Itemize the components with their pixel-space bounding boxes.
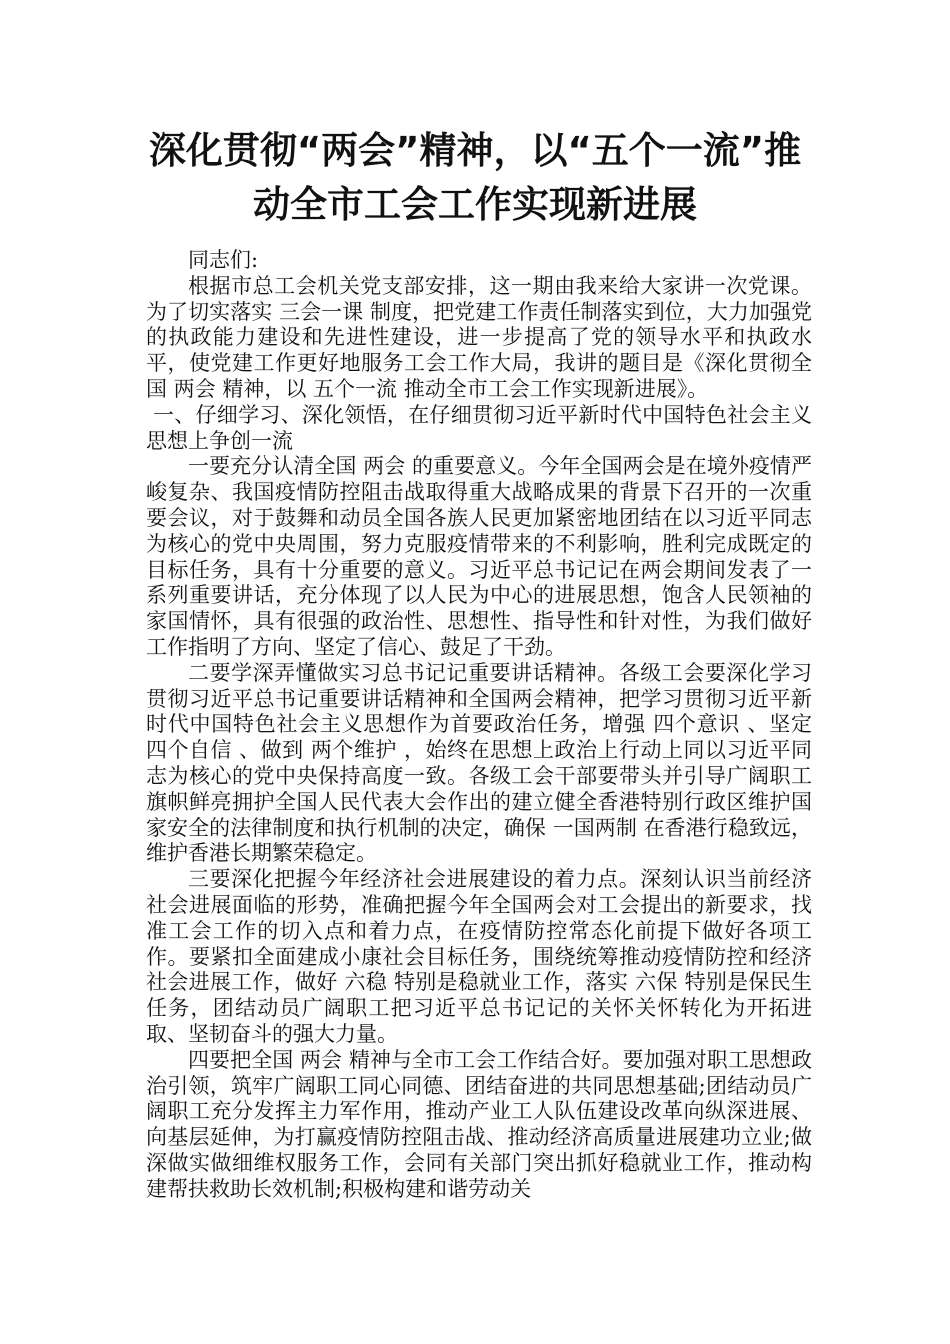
greeting: 同志们: [188,248,259,272]
section-heading-1: 一、仔细学习、深化领悟，在仔细贯彻习近平新时代中国特色社会主义思想上争创一流 [146,402,812,453]
paragraph-point-3: 三要深化把握今年经济社会进展建设的着力点。深刻认识当前经济社会进展面临的形势，准确把握今年全国两会对工会提出的新要求，找准工会工作的切入点和着力点，在疫情防控常态化前提下做好各项工作。要紧扣全面建成小康社会目标任务，围绕统筹推动疫情防控和经济社会进展工作，做好 六稳 特别是稳就业工作，落实 六保 特别是保民生任务，团结动员广阔职工把习近平总书记记的关怀关怀转化为开拓进取、坚韧奋斗的强大力量。 [146,867,812,1046]
paragraph-point-1: 一要充分认清全国 两会 的重要意义。今年全国两会是在境外疫情严峻复杂、我国疫情防控阻击战取得重大战略成果的背景下召开的一次重要会议，对于鼓舞和动员全国各族人民更加紧密地团结在以习近平同志为核心的党中央周围，努力克服疫情带来的不利影响，胜利完成既定的目标任务，具有十分重要的意义。习近平总书记记在两会期间发表了一系列重要讲话，充分体现了以人民为中心的进展思想，饱含人民领袖的家国情怀，具有很强的政治性、思想性、指导性和针对性，为我们做好工作指明了方向、坚定了信心、鼓足了干劲。 [146,454,812,659]
paragraph-point-4: 四要把全国 两会 精神与全市工会工作结合好。要加强对职工思想政治引领，筑牢广阔职工同心同德、团结奋进的共同思想基础;团结动员广阔职工充分发挥主力军作用，推动产业工人队伍建设改革向纵深进展、向基层延伸，为打赢疫情防控阻击战、推动经济高质量进展建功立业;做深做实做细维权服务工作，会同有关部门突出抓好稳就业工作，推动构建帮扶救助长效机制;积极构建和谐劳动关 [146,1047,812,1201]
document-body [146,248,812,1202]
document-title: 深化贯彻“两会”精神，以“五个一流”推动全市工会工作实现新进展 [148,129,802,226]
paragraph-intro: 根据市总工会机关党支部安排，这一期由我来给大家讲一次党课。为了切实落实 三会一课 制度，把党建工作责任制落实到位，大力加强党的执政能力建设和先进性建设，进一步提高了党的领导水平和执政水平，使党建工作更好地服务工会工作大局，我讲的题目是《深化贯彻全国 两会 精神，以 五个一流 推动全市工会工作实现新进展》。 [146,273,812,401]
paragraph-point-2: 二要学深弄懂做实习总书记记重要讲话精神。各级工会要深化学习贯彻习近平总书记重要讲话精神和全国两会精神，把学习贯彻习近平新时代中国特色社会主义思想作为首要政治任务，增强 四个意识 、坚定 四个自信 、做到 两个维护 ，始终在思想上政治上行动上同以习近平同志为核心的党中央保持高度一致。各级工会干部要带头并引导广阔职工旗帜鲜亮拥护全国人民代表大会作出的建立健全香港特别行政区维护国家安全的法律制度和执行机制的决定，确保 一国两制 在香港行稳致远，维护香港长期繁荣稳定。 [146,660,812,866]
